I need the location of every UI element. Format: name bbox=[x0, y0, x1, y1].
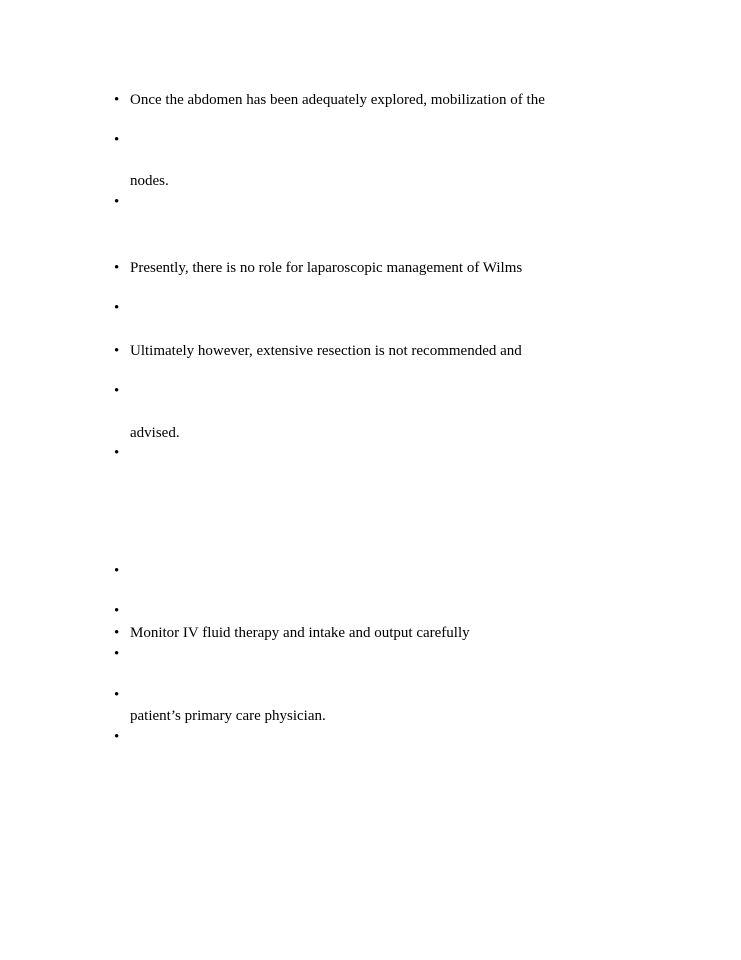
bullet-marker: • bbox=[114, 300, 120, 316]
bullet-marker: • bbox=[114, 132, 120, 148]
bullet-marker: • bbox=[114, 603, 120, 619]
text-line-laparoscopic: Presently, there is no role for laparoscopic management of Wilms bbox=[130, 260, 523, 276]
bullet-marker: • bbox=[114, 194, 120, 210]
text-line-resection: Ultimately however, extensive resection is not recommended and bbox=[130, 343, 522, 359]
bullet-marker: • bbox=[114, 729, 120, 745]
bullet-marker: • bbox=[114, 445, 120, 461]
text-line-mobilization: Once the abdomen has been adequately explored, mobilization of the bbox=[130, 92, 545, 108]
bullet-marker: • bbox=[114, 383, 120, 399]
bullet-marker: • bbox=[114, 563, 120, 579]
bullet-marker: • bbox=[114, 92, 120, 108]
bullet-marker: • bbox=[114, 343, 120, 359]
text-line-iv-fluid: Monitor IV fluid therapy and intake and output carefully bbox=[130, 625, 470, 641]
text-line-advised: advised. bbox=[130, 425, 180, 441]
bullet-marker: • bbox=[114, 260, 120, 276]
bullet-marker: • bbox=[114, 625, 120, 641]
text-line-physician: patient’s primary care physician. bbox=[130, 708, 326, 724]
text-line-nodes: nodes. bbox=[130, 173, 169, 189]
bullet-marker: • bbox=[114, 687, 120, 703]
bullet-marker: • bbox=[114, 646, 120, 662]
